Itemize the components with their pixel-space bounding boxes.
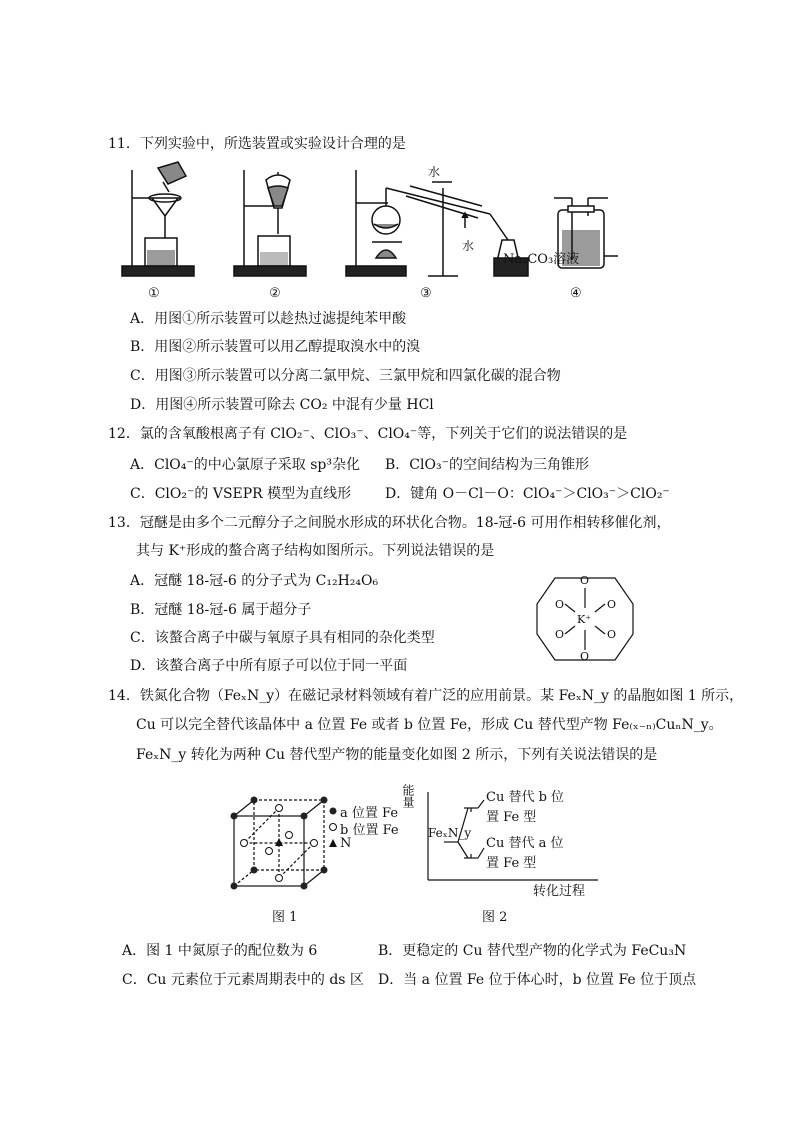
q12-option-c: C．ClO₂⁻的 VSEPR 模型为直线形 <box>130 486 352 502</box>
na2co3-solution-label: Na₂CO₃溶液 <box>503 252 580 267</box>
potassium-ion: K⁺ <box>577 613 592 626</box>
oxygen-atom: O <box>555 598 565 611</box>
crown-ether-structure <box>525 566 645 672</box>
energy-axis-label: 能量 <box>401 784 415 808</box>
q13-option-a: A．冠醚 18-冠-6 的分子式为 C₁₂H₂₄O₆ <box>130 573 379 589</box>
fig-label-3: ③ <box>420 286 432 301</box>
q12-option-a: A．ClO₄⁻的中心氯原子采取 sp³杂化 <box>130 457 360 473</box>
fig-label-2: ② <box>269 286 281 301</box>
oxygen-atom: O <box>580 650 590 663</box>
q14-option-d: D．当 a 位置 Fe 位于体心时，b 位置 Fe 位于顶点 <box>378 972 697 988</box>
water-outlet-label: 水 <box>462 239 475 253</box>
q13-option-b: B．冠醚 18-冠-6 属于超分子 <box>130 602 312 618</box>
cu-b-label-line1: Cu 替代 b 位 <box>486 790 565 805</box>
q14-stem-line2: Cu 可以完全替代该晶体中 a 位置 Fe 或者 b 位置 Fe，形成 Cu 替代型产物 Fe₍ₓ₋ₙ₎CuₙN_y。 <box>136 717 723 733</box>
separatory-funnel-apparatus <box>234 170 306 276</box>
q14-stem-line3: FeₓN_y 转化为两种 Cu 替代型产物的能量变化如图 2 所示，下列有关说法错误的是 <box>136 747 658 763</box>
legend-a-position-fe: a 位置 Fe <box>340 806 399 821</box>
cu-a-label-line1: Cu 替代 a 位 <box>486 836 564 851</box>
q13-stem-line2: 其与 K⁺形成的螯合离子结构如图所示。下列说法错误的是 <box>136 543 495 559</box>
q14-stem-line1: 14．铁氮化合物（FeₓN_y）在磁记录材料领域有着广泛的应用前景。某 FeₓN_y 的晶胞如图 1 所示， <box>108 688 744 704</box>
water-inlet-label: 水 <box>428 165 441 179</box>
q14-option-c: C．Cu 元素位于元素周期表中的 ds 区 <box>122 972 364 988</box>
q13-option-c: C．该螯合离子中碳与氧原子具有相同的杂化类型 <box>130 630 435 646</box>
q14-option-a: A．图 1 中氮原子的配位数为 6 <box>122 943 318 959</box>
q11-option-d: D．用图④所示装置可除去 CO₂ 中混有少量 HCl <box>130 397 434 413</box>
q13-option-d: D．该螯合离子中所有原子可以位于同一平面 <box>130 658 408 674</box>
q11-stem: 11．下列实验中，所选装置或实验设计合理的是 <box>108 136 406 152</box>
q12-option-d: D．键角 O－Cl－O：ClO₄⁻＞ClO₃⁻＞ClO₂⁻ <box>385 486 670 502</box>
q12-stem: 12．氯的含氧酸根离子有 ClO₂⁻、ClO₃⁻、ClO₄⁻等，下列关于它们的说法错误的是 <box>108 426 628 442</box>
fig-label-4: ④ <box>570 286 582 301</box>
oxygen-atom: O <box>555 628 565 641</box>
fe-x-n-y-label: FeₓN_y <box>428 826 472 840</box>
legend-b-position-fe: b 位置 Fe <box>340 823 399 838</box>
q11-option-c: C．用图③所示装置可以分离二氯甲烷、三氯甲烷和四氯化碳的混合物 <box>130 368 561 384</box>
process-axis-label: 转化过程 <box>533 884 586 899</box>
q11-option-b: B．用图②所示装置可以用乙醇提取溴水中的溴 <box>130 339 421 355</box>
cu-a-label-line2: 置 Fe 型 <box>486 856 537 871</box>
oxygen-atom: O <box>607 598 617 611</box>
q12-option-b: B．ClO₃⁻的空间结构为三角锥形 <box>385 457 589 473</box>
filtration-apparatus <box>122 162 194 276</box>
q11-apparatus-figure <box>110 158 710 308</box>
unit-cell-figure <box>226 794 336 894</box>
fig-label-1: ① <box>148 286 160 301</box>
oxygen-atom: O <box>580 574 590 587</box>
fig2-caption: 图 2 <box>482 910 508 925</box>
distillation-apparatus <box>346 164 528 276</box>
fig1-legend-markers <box>328 806 338 856</box>
fig1-caption: 图 1 <box>272 910 298 925</box>
cu-b-label-line2: 置 Fe 型 <box>486 810 537 825</box>
q11-option-a: A．用图①所示装置可以趁热过滤提纯苯甲酸 <box>130 311 407 327</box>
legend-n: N <box>340 836 352 851</box>
q14-option-b: B．更稳定的 Cu 替代型产物的化学式为 FeCu₃N <box>378 943 687 959</box>
q13-stem-line1: 13．冠醚是由多个二元醇分子之间脱水形成的环状化合物。18-冠-6 可用作相转移催化剂， <box>108 515 671 531</box>
oxygen-atom: O <box>607 628 617 641</box>
